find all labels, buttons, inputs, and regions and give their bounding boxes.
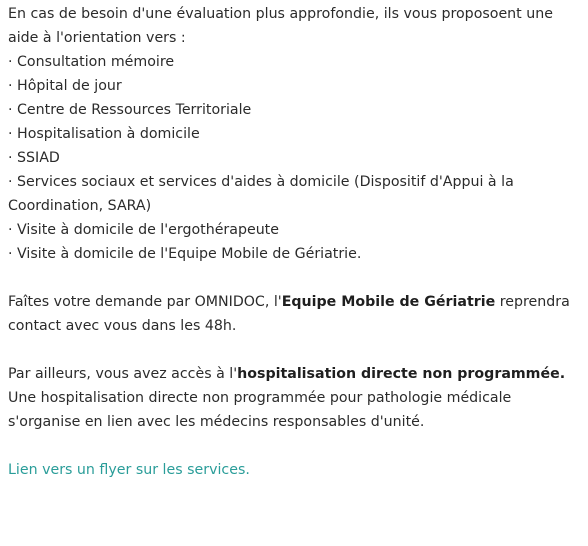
flyer-link[interactable]: Lien vers un flyer sur les services. (8, 462, 250, 478)
request-suffix: reprendra (495, 294, 570, 310)
service-item-hospitalisation-domicile: · Hospitalisation à domicile (8, 126, 200, 142)
service-item-consultation: · Consultation mémoire (8, 54, 175, 70)
service-item-services-sociaux-cont: Coordination, SARA) (8, 198, 152, 214)
request-line-2: contact avec vous dans les 48h. (8, 318, 237, 334)
service-item-equipe-mobile: · Visite à domicile de l'Equipe Mobile de Gériatrie. (8, 246, 362, 262)
flyer-link-line (8, 458, 588, 482)
service-item-centre-ressources: · Centre de Ressources Territoriale (8, 102, 252, 118)
paragraph-spacer (8, 338, 588, 362)
article-content (8, 2, 588, 482)
paragraph-spacer (8, 266, 588, 290)
request-line-1 (8, 290, 588, 314)
request-prefix: Faîtes votre demande par OMNIDOC, l' (8, 294, 282, 310)
hospitalisation-line-2: Une hospitalisation directe non programmée pour pathologie médicale (8, 390, 512, 406)
hospitalisation-bold: hospitalisation directe non programmée. (237, 366, 566, 382)
hospitalisation-prefix: Par ailleurs, vous avez accès à l' (8, 366, 238, 382)
paragraph-spacer (8, 434, 588, 458)
hospitalisation-line-3: s'organise en lien avec les médecins responsables d'unité. (8, 414, 425, 430)
service-item-ergotherapeute: · Visite à domicile de l'ergothérapeute (8, 222, 279, 238)
request-bold: Equipe Mobile de Gériatrie (281, 294, 496, 310)
service-item-services-sociaux: · Services sociaux et services d'aides à domicile (Dispositif d'Appui à la (8, 174, 514, 190)
hospitalisation-line-1 (8, 362, 588, 386)
intro-line-2: aide à l'orientation vers : (8, 30, 186, 46)
service-item-hopital-de-jour: · Hôpital de jour (8, 78, 122, 94)
intro-line-1: En cas de besoin d'une évaluation plus approfondie, ils vous proposoent une (8, 6, 553, 22)
service-item-ssiad: · SSIAD (8, 150, 60, 166)
